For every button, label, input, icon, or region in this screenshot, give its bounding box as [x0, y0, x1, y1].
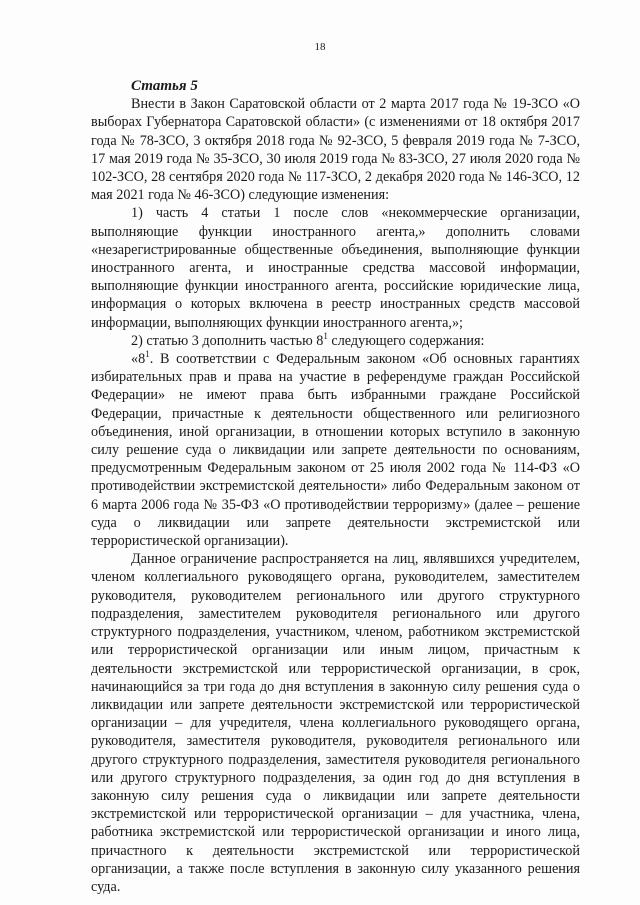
item2-suffix: следующего содержания:	[327, 332, 485, 349]
document-body	[91, 77, 580, 896]
restriction-paragraph: Данное ограничение распространяется на лиц, являвшихся учредителем, членом коллегиального руководящего органа, руководителем, заместителем руководителя, руководителем регионального или другого структурного подразделения, заместителем руководителя регионального или другого структурного подразделения, участником, членом, работником экстремистской или террористической организации или иным лицом, причастным к деятельности экстремистской или террористической организации, в срок, начинающийся за три года до дня вступления в законную силу решения суда о ликвидации или запрете деятельности экстремистской или террористической организации – для учредителя, члена коллегиального руководящего органа, руководителя, заместителя руководителя, руководителя регионального или другого структурного подразделения, заместителя руководителя регионального или другого структурного подразделения, за один год до дня вступления в законную силу решения суда о ликвидации или запрете деятельности экстремистской или террористической организации – для участника, члена, работника экстремистской или террористической организации и иного лица, причастного к деятельности экстремистской или террористической организации, а также после вступления в законную силу указанного решения суда.	[91, 551, 580, 895]
item2-superscript: 1	[323, 330, 328, 341]
article-title: Статья 5	[131, 78, 198, 94]
quote-superscript: 1	[145, 349, 150, 360]
quoted-part-8-1	[91, 350, 580, 550]
amendment-item-2	[91, 332, 580, 350]
page-number: 18	[314, 41, 326, 53]
quote-open: «8	[131, 351, 146, 368]
quote-text: . В соответствии с Федеральным законом «Об основных гарантиях избирательных прав и права на участие в референдуме граждан Российской Федерации» не имеют права быть избранными граждане Российской Федерации, причастные к деятельности общественного или религиозного объединения, иной организации, в отношении которых вступило в законную силу решение суда о ликвидации или запрете деятельности по основаниям, предусмотренным Федеральным законом от 25 июля 2002 года № 114-ФЗ «О противодействии экстремистской деятельности» либо Федеральным законом от 6 марта 2006 года № 35-ФЗ «О противодействии терроризму» (далее – решение суда о ликвидации или запрете деятельности экстремистской или террористической организации).	[91, 351, 580, 550]
item2-prefix: 2) статью 3 дополнить частью 8	[131, 332, 324, 349]
intro-paragraph: Внести в Закон Саратовской области от 2 марта 2017 года № 19-ЗСО «О выборах Губернатора Саратовской области» (с изменениями от 18 октября 2017 года № 78-ЗСО, 3 октября 2018 года № 92-ЗСО, 5 февраля 2019 года № 7-ЗСО, 17 мая 2019 года № 35-ЗСО, 30 июля 2019 года № 83-ЗСО, 27 июля 2020 года № 102-ЗСО, 28 сентября 2020 года № 117-ЗСО, 2 декабря 2020 года № 146-ЗСО, 12 мая 2021 года № 46-ЗСО) следующие изменения:	[91, 96, 580, 204]
amendment-item-1: 1) часть 4 статьи 1 после слов «некоммерческие организации, выполняющие функции иностранного агента,» дополнить словами «незарегистрированные общественные объединения, выполняющие функции иностранного агента, и иностранные средства массовой информации, выполняющие функции иностранного агента, российские юридические лица, информация о которых включена в реестр иностранных средств массовой информации, выполняющих функции иностранного агента,»;	[91, 205, 580, 331]
